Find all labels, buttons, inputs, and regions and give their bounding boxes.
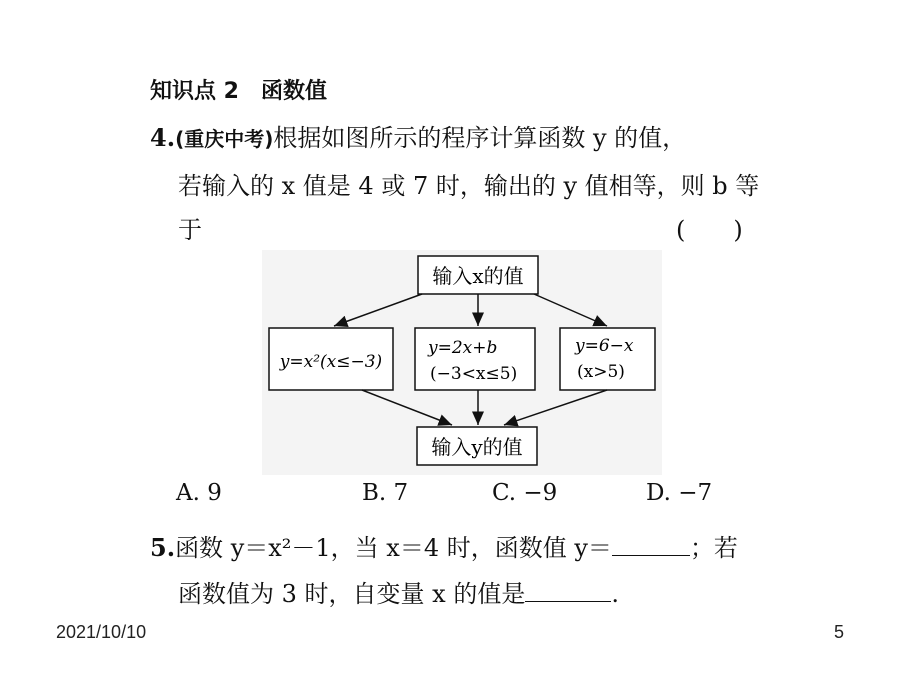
right-branch-domain: (x>5) (577, 362, 625, 382)
middle-branch-formula: y=2x+b (428, 338, 498, 358)
input-x-label: 输入x的值 (432, 264, 524, 288)
option-a: A. 9 (176, 480, 222, 506)
output-y-label: 输入y的值 (431, 435, 523, 459)
question-5-line-1 (150, 528, 738, 563)
option-d: D. −7 (646, 480, 713, 506)
question-5-text-1: 函数 y＝x²－1，当 x＝4 时，函数值 y＝ (175, 534, 612, 562)
section-title: 知识点 2 函数值 (150, 79, 327, 104)
question-4-text-1: 根据如图所示的程序计算函数 y 的值， (273, 124, 687, 152)
question-4-source: (重庆中考) (175, 127, 274, 151)
answer-blank-2 (525, 579, 611, 602)
question-5-text-2b: . (611, 580, 619, 608)
option-b: B. 7 (362, 480, 409, 506)
question-4-number: 4. (150, 123, 176, 152)
answer-parentheses: ( ) (676, 216, 743, 244)
question-4-line-1 (150, 118, 686, 153)
question-5-number: 5. (150, 533, 176, 562)
option-c: C. −9 (492, 480, 558, 506)
program-flowchart (262, 250, 662, 475)
question-5-text-1b: ；若 (689, 534, 738, 562)
right-branch-formula: y=6−x (575, 336, 634, 356)
answer-blank-1 (612, 533, 690, 556)
slide-page-number: 5 (834, 622, 845, 642)
question-4-text-2: 若输入的 x 值是 4 或 7 时，输出的 y 值相等，则 b 等 (178, 172, 760, 200)
slide-date: 2021/10/10 (56, 622, 147, 642)
middle-branch-domain: (−3<x≤5) (430, 364, 518, 384)
question-5-line-2 (178, 574, 619, 609)
question-5-text-2: 函数值为 3 时，自变量 x 的值是 (178, 580, 526, 608)
left-branch-formula: y=x²(x≤−3) (279, 352, 383, 372)
question-4-text-3: 于 (178, 216, 202, 244)
